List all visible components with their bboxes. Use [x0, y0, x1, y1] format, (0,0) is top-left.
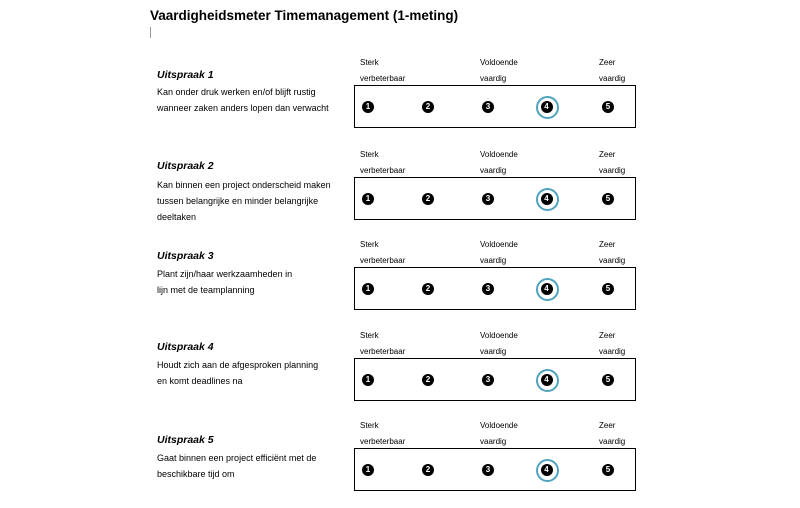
- scale-label-high-line1: Zeer: [599, 331, 616, 340]
- rating-option-1[interactable]: 1: [362, 193, 374, 205]
- scale-label-high-line2: vaardig: [599, 437, 626, 446]
- page-title: Vaardigheidsmeter Timemanagement (1-meting): [150, 8, 459, 23]
- statement-text: [157, 266, 352, 298]
- statement-title: Uitspraak 5: [157, 434, 214, 446]
- statement-text: [157, 450, 352, 482]
- rating-scale: [354, 267, 636, 310]
- statement-5: [0, 418, 800, 508]
- scale-label-low-line1: Sterk: [360, 58, 379, 67]
- rating-option-3[interactable]: 3: [482, 101, 494, 113]
- rating-option-5[interactable]: 5: [602, 193, 614, 205]
- scale-label-mid: [480, 55, 518, 87]
- scale-label-high-line1: Zeer: [599, 150, 616, 159]
- scale-label-low-line2: verbeterbaar: [360, 347, 406, 356]
- scale-label-mid-line1: Voldoende: [480, 331, 518, 340]
- statement-text-line: tussen belangrijke en minder belangrijke: [157, 196, 319, 206]
- statement-text-line: Kan onder druk werken en/of blijft rustig: [157, 87, 316, 97]
- scale-label-high: [599, 237, 625, 269]
- statement-text-line: Gaat binnen een project efficiënt met de: [157, 453, 317, 463]
- scale-label-high: [599, 328, 625, 360]
- scale-label-high-line2: vaardig: [599, 347, 626, 356]
- selected-rating-ring: [536, 96, 559, 119]
- rating-option-5[interactable]: 5: [602, 464, 614, 476]
- scale-label-low: [360, 418, 405, 450]
- selected-rating-ring: [536, 369, 559, 392]
- scale-label-high-line2: vaardig: [599, 74, 626, 83]
- statement-text: [157, 84, 352, 116]
- scale-label-high: [599, 418, 625, 450]
- rating-option-1[interactable]: 1: [362, 464, 374, 476]
- rating-option-5[interactable]: 5: [602, 374, 614, 386]
- scale-label-mid: [480, 328, 518, 360]
- rating-option-1[interactable]: 1: [362, 283, 374, 295]
- selected-rating-ring: [536, 188, 559, 211]
- rating-option-2[interactable]: 2: [422, 464, 434, 476]
- scale-label-mid-line2: vaardig: [480, 166, 507, 175]
- rating-option-2[interactable]: 2: [422, 193, 434, 205]
- statement-text-line: Houdt zich aan de afgesproken planning: [157, 360, 319, 370]
- scale-label-mid-line2: vaardig: [480, 347, 507, 356]
- rating-option-2[interactable]: 2: [422, 374, 434, 386]
- rating-option-4[interactable]: 4: [541, 374, 553, 386]
- text-cursor: [150, 27, 151, 38]
- scale-label-low: [360, 328, 405, 360]
- statement-text-line: wanneer zaken anders lopen dan verwacht: [157, 103, 329, 113]
- statement-title: Uitspraak 3: [157, 250, 214, 262]
- scale-label-mid-line1: Voldoende: [480, 421, 518, 430]
- scale-label-low-line1: Sterk: [360, 240, 379, 249]
- statement-text-line: deeltaken: [157, 212, 197, 222]
- selected-rating-ring: [536, 278, 559, 301]
- scale-label-low-line1: Sterk: [360, 150, 379, 159]
- statement-text-line: lijn met de teamplanning: [157, 285, 255, 295]
- scale-label-mid: [480, 418, 518, 450]
- rating-scale: [354, 85, 636, 128]
- scale-label-high: [599, 55, 625, 87]
- scale-label-low: [360, 147, 405, 179]
- scale-label-mid: [480, 147, 518, 179]
- selected-rating-ring: [536, 459, 559, 482]
- statement-text-line: Plant zijn/haar werkzaamheden in: [157, 269, 293, 279]
- scale-label-low-line2: verbeterbaar: [360, 166, 406, 175]
- rating-scale: [354, 177, 636, 220]
- rating-option-4[interactable]: 4: [541, 101, 553, 113]
- rating-option-2[interactable]: 2: [422, 283, 434, 295]
- scale-label-mid-line2: vaardig: [480, 256, 507, 265]
- rating-option-3[interactable]: 3: [482, 193, 494, 205]
- statement-title: Uitspraak 2: [157, 160, 214, 172]
- rating-option-4[interactable]: 4: [541, 464, 553, 476]
- statement-text-line: en komt deadlines na: [157, 376, 243, 386]
- rating-option-5[interactable]: 5: [602, 283, 614, 295]
- rating-option-5[interactable]: 5: [602, 101, 614, 113]
- rating-scale: [354, 448, 636, 491]
- scale-label-mid-line2: vaardig: [480, 74, 507, 83]
- scale-label-low-line2: verbeterbaar: [360, 256, 406, 265]
- rating-option-1[interactable]: 1: [362, 374, 374, 386]
- scale-label-high-line1: Zeer: [599, 421, 616, 430]
- scale-label-mid: [480, 237, 518, 269]
- rating-option-4[interactable]: 4: [541, 283, 553, 295]
- scale-label-low-line1: Sterk: [360, 331, 379, 340]
- rating-option-4[interactable]: 4: [541, 193, 553, 205]
- rating-option-3[interactable]: 3: [482, 374, 494, 386]
- statement-4: [0, 328, 800, 418]
- rating-scale: [354, 358, 636, 401]
- scale-label-high-line1: Zeer: [599, 58, 616, 67]
- statement-title: Uitspraak 1: [157, 69, 214, 81]
- statement-2: [0, 147, 800, 237]
- scale-label-low: [360, 55, 405, 87]
- statement-text: [157, 177, 352, 225]
- statement-1: [0, 55, 800, 145]
- rating-option-2[interactable]: 2: [422, 101, 434, 113]
- scale-label-high-line2: vaardig: [599, 166, 626, 175]
- rating-option-3[interactable]: 3: [482, 283, 494, 295]
- scale-label-mid-line2: vaardig: [480, 437, 507, 446]
- scale-label-low: [360, 237, 405, 269]
- statement-title: Uitspraak 4: [157, 341, 214, 353]
- scale-label-mid-line1: Voldoende: [480, 150, 518, 159]
- statement-text: [157, 357, 352, 389]
- scale-label-high-line1: Zeer: [599, 240, 616, 249]
- rating-option-1[interactable]: 1: [362, 101, 374, 113]
- statement-text-line: Kan binnen een project onderscheid maken: [157, 180, 331, 190]
- scale-label-low-line1: Sterk: [360, 421, 379, 430]
- statement-text-line: beschikbare tijd om: [157, 469, 235, 479]
- statement-3: [0, 237, 800, 327]
- scale-label-mid-line1: Voldoende: [480, 58, 518, 67]
- scale-label-high-line2: vaardig: [599, 256, 626, 265]
- scale-label-mid-line1: Voldoende: [480, 240, 518, 249]
- scale-label-high: [599, 147, 625, 179]
- scale-label-low-line2: verbeterbaar: [360, 74, 406, 83]
- rating-option-3[interactable]: 3: [482, 464, 494, 476]
- scale-label-low-line2: verbeterbaar: [360, 437, 406, 446]
